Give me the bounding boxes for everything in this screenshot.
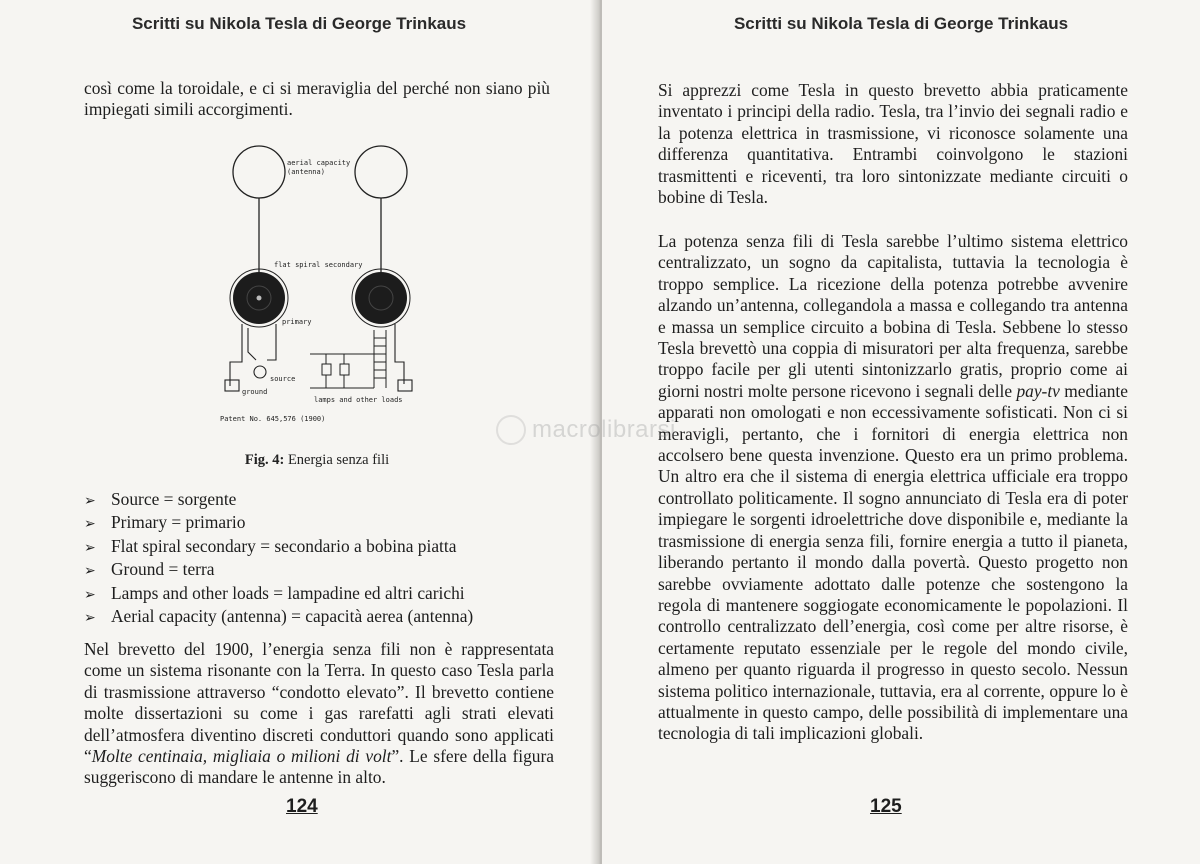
- left-paragraph-1: così come la toroidale, e ci si meraviglia del perché non siano più impiegati simili accorgimenti.: [84, 78, 550, 120]
- page-number-right: 125: [870, 796, 902, 817]
- right-paragraph-1: Si apprezzi come Tesla in questo brevetto abbia praticamente inventato i principi della radio. Tesla, tra l’invio dei segnali radio e la potenza elettrica in trasmissione, vi riconosce solamente una differenza quantitativa. Entrambi coinvolgono le stazioni trasmittenti e riceventi, tra loro sintonizzate mediante circuiti o bobine di Tesla.: [658, 80, 1128, 208]
- right-paragraph-2: La potenza senza fili di Tesla sarebbe l’ultimo sistema elettrico centralizzato, un sogno da capitalista, tuttavia la tecnologia è troppo semplice. La ricezione della potenza potrebbe avvenire alzando un’antenna, collegandola a massa e collegando tra antenna e massa un semplice circuito a bobina di Tesla. Sebbene lo stesso Tesla brevettò una coppia di misuratori per alta frequenza, sarebbe troppo facile per gli utenti sintonizzarlo gratis, proprio come ai giorni nostri molte persone ricevono i segnali delle pay-tv mediante apparati non omologati e non eccessivamente sofisticati. Non ci si meravigli, pertanto, che i fornitori di energia elettrica non accolsero bene questa invenzione. Questo era un primo problema. Un altro era che il sistema di energia elettrica ufficiale era troppo controllato politicamente. Il sogno annunciato di Tesla era di poter impiegare le sorgenti idroelettriche dove disponibile e, mediante la trasmissione di energia senza fili, fornire energia a tutto il pianeta, liberando pertanto il mondo dalla povertà. Questo progetto non sarebbe ovviamente adottato dalle potenze che sostengono la regola di mantenere soggiogate economicamente le popolazioni. Il controllo centralizzato dell’energia, così come per altre risorse, è certamente reputato essenziale per le regole del mondo civile, almeno per quanto riguarda il progresso in questo secolo. Nessun sistema politico internazionale, tuttavia, era al corrente, oppure lo è attualmente in questo campo, delle possibilità di implementare una tecnologia di tali implicazioni globali.: [658, 231, 1128, 744]
- right-ground-box: [398, 380, 412, 391]
- source-symbol: [254, 366, 266, 378]
- label-antenna: (antenna): [287, 168, 325, 176]
- figure-caption-text: Energia senza fili: [284, 452, 390, 468]
- glossary-list: [84, 489, 554, 629]
- running-header-right: Scritti su Nikola Tesla di George Trinkaus: [733, 14, 1069, 33]
- running-header-left: Scritti su Nikola Tesla di George Trinkaus: [131, 14, 467, 33]
- label-lamps: lamps and other loads: [314, 396, 403, 404]
- arrow-bullet-icon: ➢: [84, 564, 96, 580]
- right-flat-spiral-coil: [355, 272, 407, 324]
- label-flat-spiral-secondary: flat spiral secondary: [274, 261, 363, 269]
- arrow-bullet-icon: ➢: [84, 587, 96, 603]
- arrow-bullet-icon: ➢: [84, 540, 96, 556]
- list-item: ➢ Lamps and other loads = lampadine ed altri carichi: [84, 583, 554, 606]
- watermark-text: macrolibrarsi: [532, 416, 676, 443]
- list-item: ➢ Aerial capacity (antenna) = capacità aerea (antenna): [84, 606, 554, 629]
- list-item: ➢ Primary = primario: [84, 512, 554, 535]
- watermark: [496, 410, 726, 450]
- lamp-2: [340, 364, 349, 375]
- left-sphere: [233, 146, 285, 198]
- list-item: ➢ Flat spiral secondary = secondario a bobina piatta: [84, 536, 554, 559]
- label-patent: Patent No. 645,576 (1900): [220, 415, 326, 423]
- watermark-logo-icon: [496, 415, 526, 445]
- label-aerial-capacity: aerial capacity: [287, 159, 351, 167]
- left-ground-box: [225, 380, 239, 391]
- list-item: ➢ Ground = terra: [84, 559, 554, 582]
- label-primary: primary: [282, 318, 312, 326]
- page-number-left: 124: [286, 796, 318, 817]
- left-paragraph-2: Nel brevetto del 1900, l’energia senza fili non è rappresentata come un sistema risonante con la Terra. In questo caso Tesla parla di trasmissione attraverso “condotto elevato”. Il brevetto contiene molte dissertazioni su come i gas rarefatti agli strati elevati dell’atmosfera diventino discreti conduttori quando sono applicati “Molte centinaia, migliaia o milioni di volt”. Le sfere della figura suggeriscono di mandare le antenne in alto.: [84, 639, 554, 788]
- right-sphere: [355, 146, 407, 198]
- label-ground: ground: [242, 388, 268, 396]
- figure-caption: [84, 452, 550, 469]
- arrow-bullet-icon: ➢: [84, 611, 96, 627]
- arrow-bullet-icon: ➢: [84, 494, 96, 509]
- list-item: ➢ Source = sorgente: [84, 489, 554, 512]
- patent-figure: [190, 138, 430, 438]
- label-source: source: [270, 375, 296, 383]
- lamp-1: [322, 364, 331, 375]
- tesla-patent-diagram: [190, 138, 430, 438]
- arrow-bullet-icon: ➢: [84, 517, 96, 533]
- figure-caption-number: Fig. 4:: [244, 452, 285, 468]
